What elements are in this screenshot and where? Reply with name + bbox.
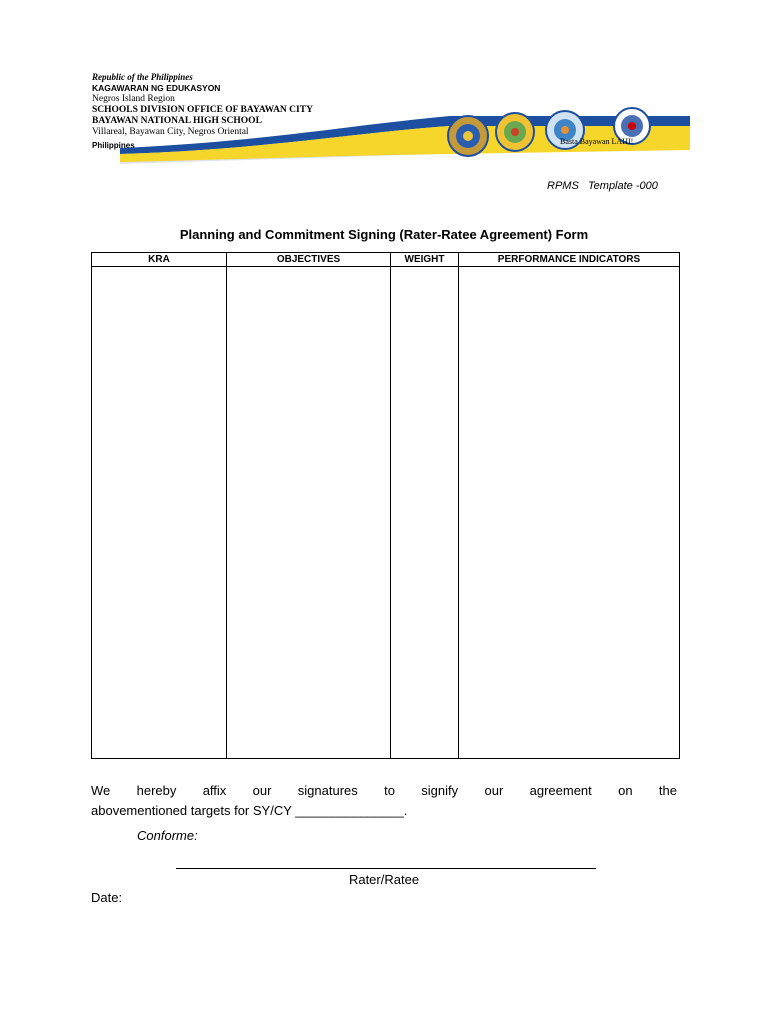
table-header-row: [92, 253, 680, 267]
date-label: Date:: [91, 890, 123, 905]
address-line: Villareal, Bayawan City, Negros Oriental: [92, 127, 249, 137]
performance-indicators-cell[interactable]: [459, 267, 680, 759]
banner-tagline: Basta Bayawan LAHI!: [560, 137, 634, 146]
form-title: Planning and Commitment Signing (Rater-Ratee Agreement) Form: [179, 227, 589, 242]
weight-cell[interactable]: [391, 267, 459, 759]
conforme-label: Conforme:: [137, 828, 198, 843]
signature-label: Rater/Ratee: [348, 872, 420, 887]
department-line: KAGAWARAN NG EDUKASYON: [92, 83, 221, 93]
agreement-text-line-2: abovementioned targets for SY/CY _______________.: [91, 803, 408, 818]
column-header-kra: KRA: [92, 253, 227, 267]
template-code: RPMS Template -000: [547, 180, 658, 192]
school-line: BAYAWAN NATIONAL HIGH SCHOOL: [92, 116, 262, 126]
table-row: [92, 267, 680, 759]
column-header-performance-indicators: PERFORMANCE INDICATORS: [459, 253, 680, 267]
agreement-text-line-1: We hereby affix our signatures to signify our agreement on the: [91, 783, 677, 798]
division-line: SCHOOLS DIVISION OFFICE OF BAYAWAN CITY: [92, 105, 313, 115]
objectives-cell[interactable]: [227, 267, 391, 759]
school-seal-icon: [448, 116, 488, 156]
kra-cell[interactable]: [92, 267, 227, 759]
region-line: Negros Island Region: [92, 94, 175, 104]
republic-line: Republic of the Philippines: [92, 72, 193, 82]
country-line: Philippines: [92, 141, 135, 150]
header-banner: [120, 98, 690, 164]
bayawan-city-seal-icon: [496, 113, 534, 151]
column-header-objectives: OBJECTIVES: [227, 253, 391, 267]
kra-table: [91, 252, 680, 759]
column-header-weight: WEIGHT: [391, 253, 459, 267]
signature-line[interactable]: [176, 868, 596, 869]
